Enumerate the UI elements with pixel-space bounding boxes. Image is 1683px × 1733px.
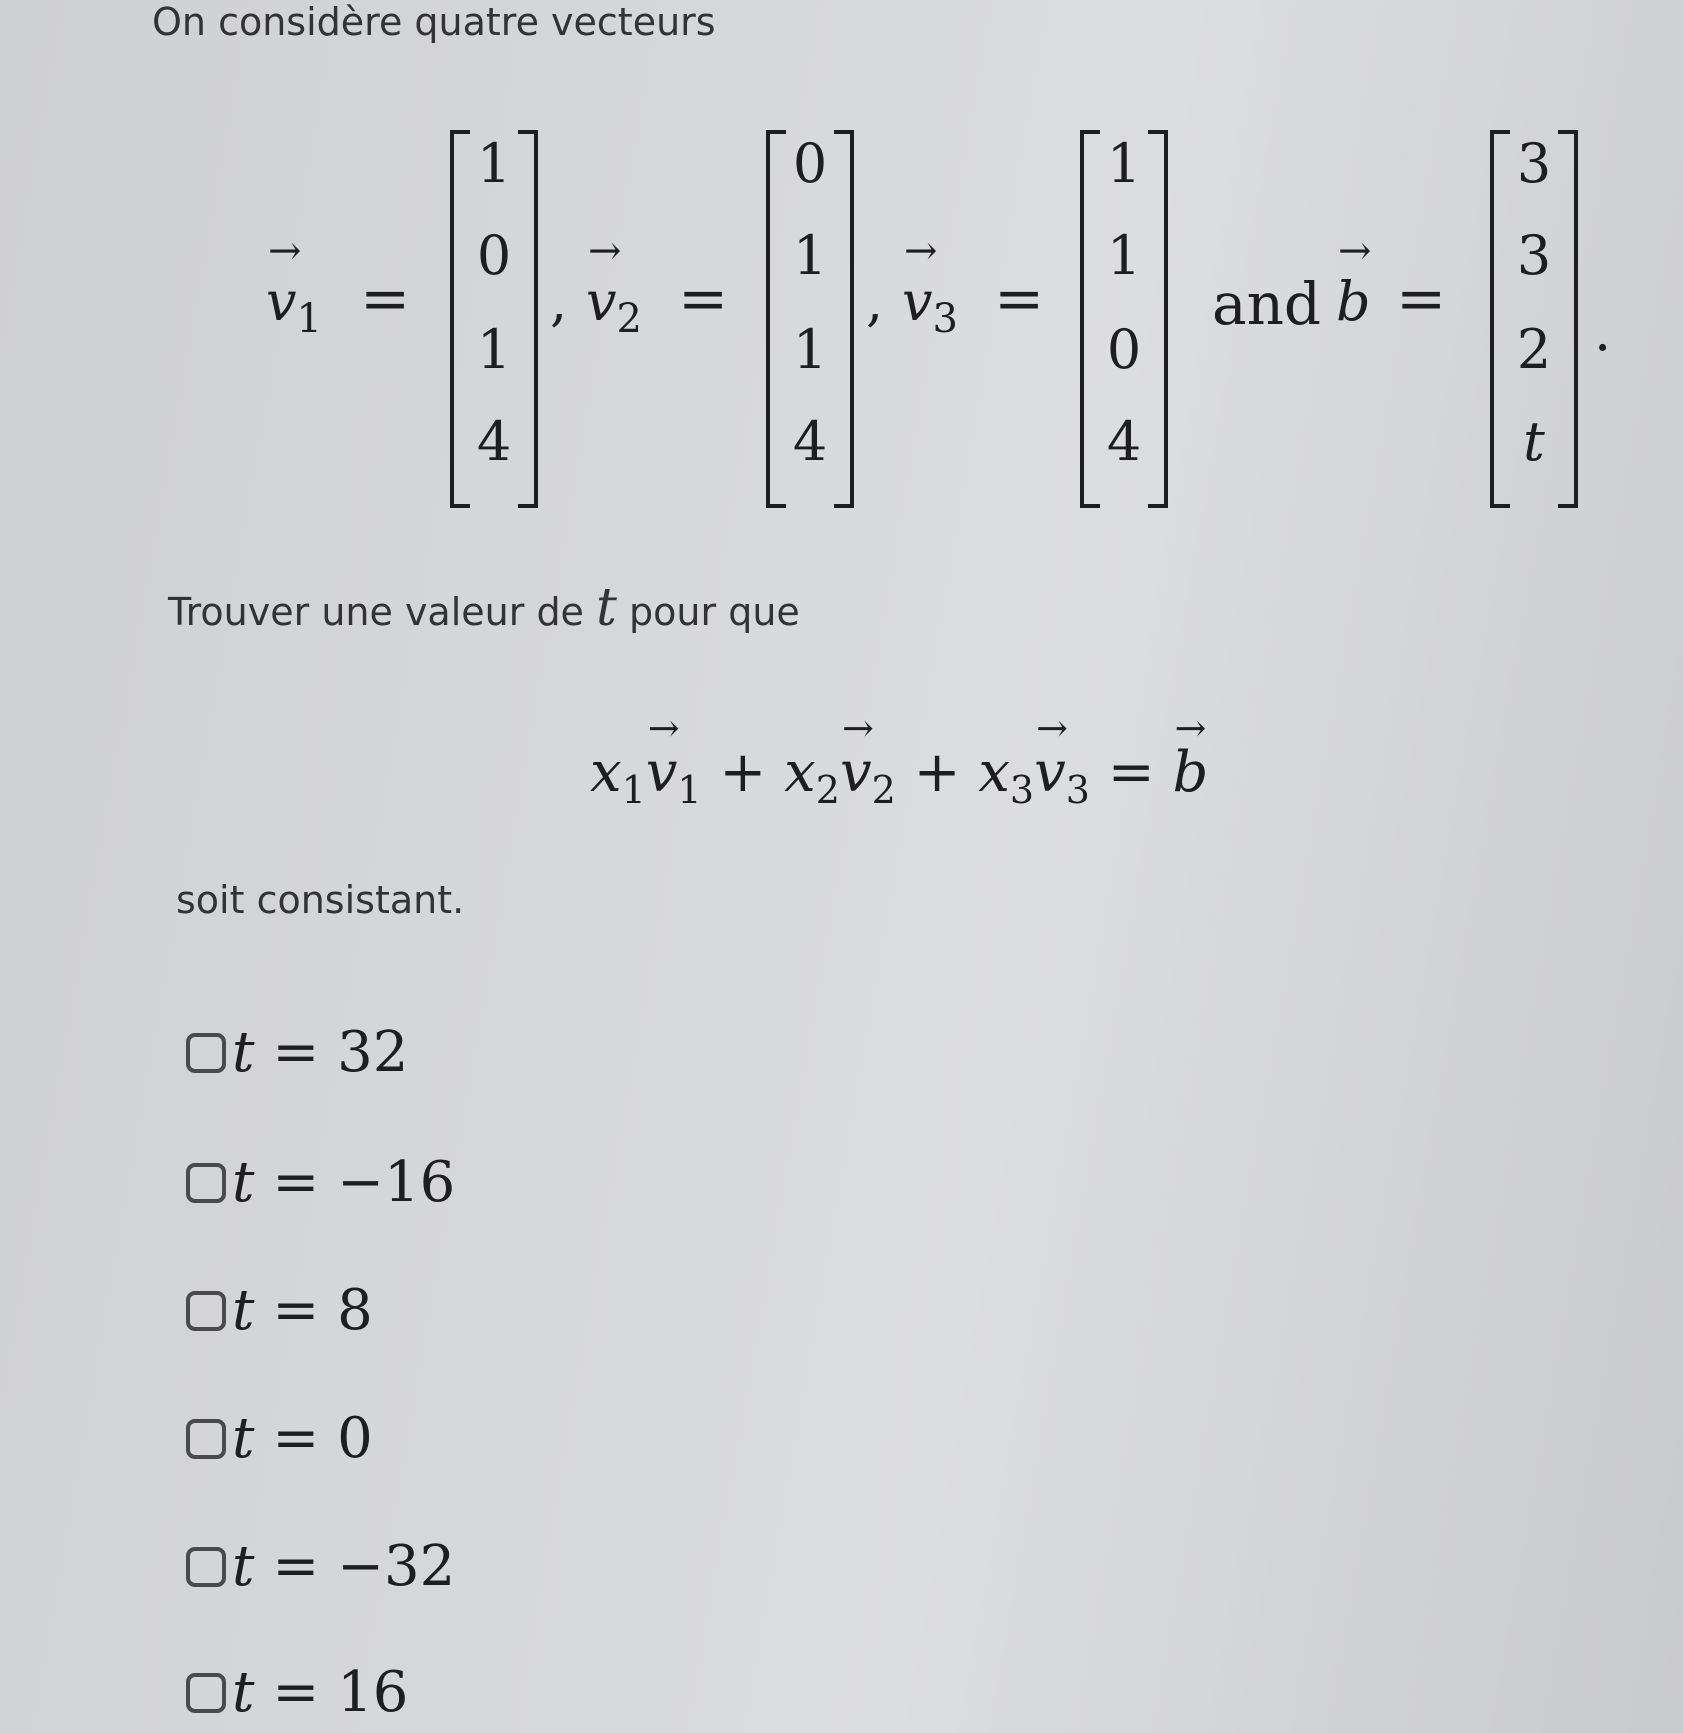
matrix-cell: 1	[1106, 132, 1142, 195]
matrix-cell: 4	[792, 410, 828, 473]
vector-arrow-icon: →	[268, 228, 302, 274]
matrix-cell: 1	[476, 132, 512, 195]
matrix-cell: 0	[476, 224, 512, 287]
vector-v3-matrix	[1080, 130, 1168, 502]
checkbox[interactable]	[186, 1673, 226, 1713]
matrix-cell: 1	[792, 318, 828, 381]
vector-arrow-icon: →	[647, 706, 680, 750]
matrix-cell: 0	[792, 132, 828, 195]
vector-arrow-icon: →	[841, 706, 874, 750]
vector-v3-name: → $v_3$	[902, 228, 958, 342]
vector-v2-matrix	[766, 130, 854, 502]
matrix-cell: 4	[476, 410, 512, 473]
vector-arrow-icon: →	[1338, 228, 1372, 274]
matrix-cell: 4	[1106, 410, 1142, 473]
option-t-32[interactable]: t = 32	[186, 1020, 408, 1085]
checkbox[interactable]	[186, 1419, 226, 1459]
checkbox[interactable]	[186, 1291, 226, 1331]
matrix-cell: 1	[792, 224, 828, 287]
option-t-0[interactable]: t = 0	[186, 1406, 373, 1471]
question-prompt: Trouver une valeur de t pour que	[168, 578, 800, 638]
option-t-minus-16[interactable]: t = −16	[186, 1150, 455, 1215]
vector-arrow-icon: →	[904, 228, 938, 274]
question-suffix: soit consistant.	[176, 878, 465, 922]
matrix-cell: 3	[1516, 132, 1552, 195]
vector-arrow-icon: →	[588, 228, 622, 274]
matrix-cell: 0	[1106, 318, 1142, 381]
checkbox[interactable]	[186, 1163, 226, 1203]
vector-definitions	[250, 130, 1670, 530]
comma: ,	[550, 270, 568, 333]
vector-v2-name: → $v_2$	[586, 228, 642, 342]
vector-arrow-icon: →	[1174, 706, 1207, 750]
linear-combination-equation: $x_1$ → $v_1 + x_2$ → $v_2 + x_3$ → $v_3$ = → b	[590, 706, 1209, 813]
option-t-8[interactable]: t = 8	[186, 1278, 373, 1343]
equals-sign: =	[1396, 264, 1447, 334]
matrix-cell: t	[1523, 410, 1545, 473]
vector-arrow-icon: →	[1036, 706, 1068, 750]
comma: ,	[866, 270, 884, 333]
equals-sign: =	[678, 264, 729, 334]
option-t-minus-32[interactable]: t = −32	[186, 1534, 455, 1599]
checkbox[interactable]	[186, 1033, 226, 1073]
matrix-cell: 3	[1516, 224, 1552, 287]
vector-b-matrix	[1490, 130, 1578, 502]
question-intro: On considère quatre vecteurs	[152, 0, 716, 44]
connector-and: and	[1212, 270, 1322, 338]
equals-sign: =	[994, 264, 1045, 334]
matrix-cell: 1	[1106, 224, 1142, 287]
option-t-16[interactable]: t = 16	[186, 1660, 408, 1725]
matrix-cell: 2	[1516, 318, 1552, 381]
checkbox[interactable]	[186, 1547, 226, 1587]
vector-b-name: → b	[1336, 228, 1372, 333]
period: .	[1594, 300, 1612, 363]
vector-v1-name: → $v_1$	[266, 228, 322, 342]
matrix-cell: 1	[476, 318, 512, 381]
vector-v1-matrix	[450, 130, 538, 502]
equals-sign: =	[360, 264, 411, 334]
